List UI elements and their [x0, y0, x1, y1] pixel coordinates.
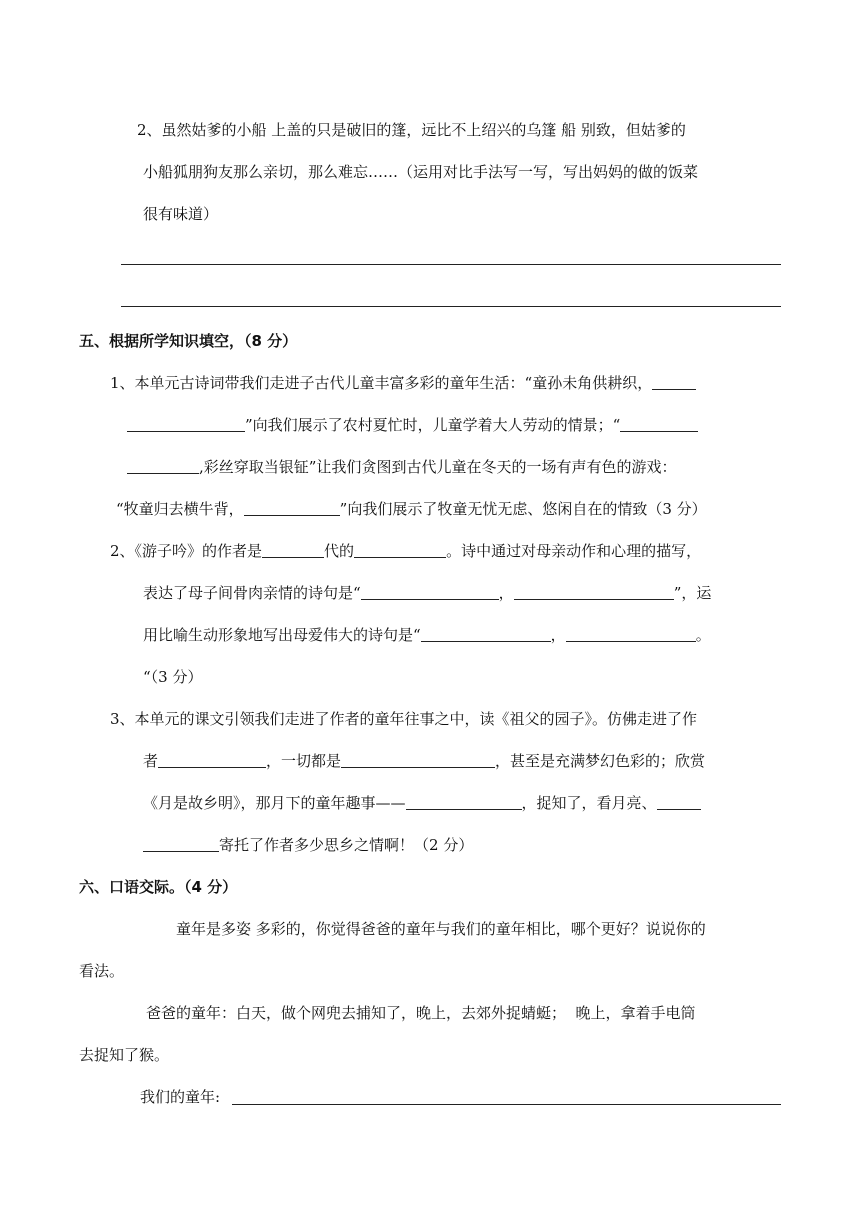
s5-q1-text: ”向我们展示了农村夏忙时，儿童学着大人劳动的情景；“	[245, 416, 621, 434]
section5-heading: 五、根据所学知识填空，（8 分）	[79, 332, 298, 350]
q4-2-line1: 2、虽然姑爹的小船 上盖的只是破旧的篷，远比不上绍兴的乌篷 船 别致，但姑爹的	[137, 121, 686, 139]
s5-q2-text: 2、《游子吟》的作者是	[110, 542, 263, 560]
q4-2-line2: 小船狐朋狗友那么亲切，那么难忘……（运用对比手法写一写，写出妈妈的做的饭菜	[143, 163, 699, 181]
s5-q3-text: ，甚至是充满梦幻色彩的；欣赏	[495, 752, 706, 770]
blank-q3-c[interactable]	[406, 793, 522, 810]
s5-q3-line4	[143, 835, 473, 855]
s5-q3-text: 《月是故乡明》，那月下的童年趣事——	[143, 794, 406, 812]
s5-q3-text: ，一切都是	[266, 752, 342, 770]
blank-q2-b[interactable]	[354, 541, 446, 558]
s5-q3-line2	[143, 751, 705, 771]
s6-para2-line1: 爸爸的童年：白天，做个网兜去捕知了，晚上，去郊外捉蜻蜓； 晚上，拿着手电筒	[146, 1004, 696, 1022]
s5-q2-text: 代的	[324, 542, 355, 560]
s5-q1-line4	[116, 499, 707, 519]
s5-q1-text: “牧童归去横牛背，	[116, 500, 244, 518]
s5-q2-text: 。诗中通过对母亲动作和心理的描写，	[446, 542, 702, 560]
s5-q2-line2	[143, 583, 711, 603]
s5-q1-line1	[110, 373, 696, 393]
answer-rule-2[interactable]	[121, 306, 781, 307]
blank-q2-e[interactable]	[421, 625, 551, 642]
our-childhood-answer-line[interactable]	[232, 1104, 781, 1105]
blank-q3-d[interactable]	[657, 793, 701, 810]
s5-q2-text: ，	[550, 626, 566, 644]
s5-q3-line3	[143, 793, 701, 813]
s6-para1-line2: 看法。	[79, 962, 125, 980]
blank-q3-b[interactable]	[341, 751, 495, 768]
s5-q2-text: ，	[498, 584, 514, 602]
s5-q2-line1	[110, 541, 701, 561]
blank-q1-b[interactable]	[127, 415, 245, 432]
blank-q3-a[interactable]	[158, 751, 266, 768]
q4-2-line3: 很有味道）	[143, 205, 219, 223]
s5-q2-text: 。	[695, 626, 711, 644]
s5-q3-line1: 3、本单元的课文引领我们走进了作者的童年往事之中，读《祖父的园子》。仿佛走进了作	[110, 710, 698, 728]
s5-q1-text: ,彩丝穿取当银钲”让我们贪图到古代儿童在冬天的一场有声有色的游戏：	[199, 458, 677, 476]
s6-our-childhood-label: 我们的童年:	[140, 1088, 221, 1106]
s5-q1-line2	[127, 415, 698, 435]
s5-q2-text: ”，运	[673, 584, 712, 602]
s5-q1-text: ”向我们展示了牧童无忧无虑、悠闲自在的情致（3 分）	[339, 500, 707, 518]
s5-q3-text: ，捉知了，看月亮、	[521, 794, 657, 812]
s5-q2-line3	[143, 625, 711, 645]
s5-q2-line4: “（3 分）	[143, 668, 203, 686]
blank-q1-d[interactable]	[127, 457, 199, 474]
blank-q1-c[interactable]	[620, 415, 698, 432]
blank-q2-f[interactable]	[566, 625, 696, 642]
answer-rule-1[interactable]	[121, 264, 781, 265]
s5-q2-text: 表达了母子间骨肉亲情的诗句是“	[143, 584, 361, 602]
blank-q3-e[interactable]	[143, 835, 219, 852]
section6-heading: 六、口语交际。（4 分）	[79, 878, 238, 896]
blank-q2-a[interactable]	[262, 541, 324, 558]
blank-q1-a[interactable]	[652, 373, 696, 390]
s5-q2-text: 用比喻生动形象地写出母爱伟大的诗句是“	[143, 626, 421, 644]
s5-q3-text: 者	[143, 752, 159, 770]
blank-q2-c[interactable]	[361, 583, 499, 600]
blank-q1-e[interactable]	[244, 499, 340, 516]
blank-q2-d[interactable]	[514, 583, 674, 600]
s5-q1-text: 1、本单元古诗词带我们走进子古代儿童丰富多彩的童年生活：“童孙未角供耕织，	[110, 374, 653, 392]
s6-para1-line1: 童年是多姿 多彩的，你觉得爸爸的童年与我们的童年相比，哪个更好？说说你的	[176, 920, 706, 938]
s5-q3-text: 寄托了作者多少思乡之情啊！（2 分）	[219, 836, 474, 854]
s5-q1-line3	[127, 457, 676, 477]
s6-para2-line2: 去捉知了猴。	[79, 1046, 170, 1064]
